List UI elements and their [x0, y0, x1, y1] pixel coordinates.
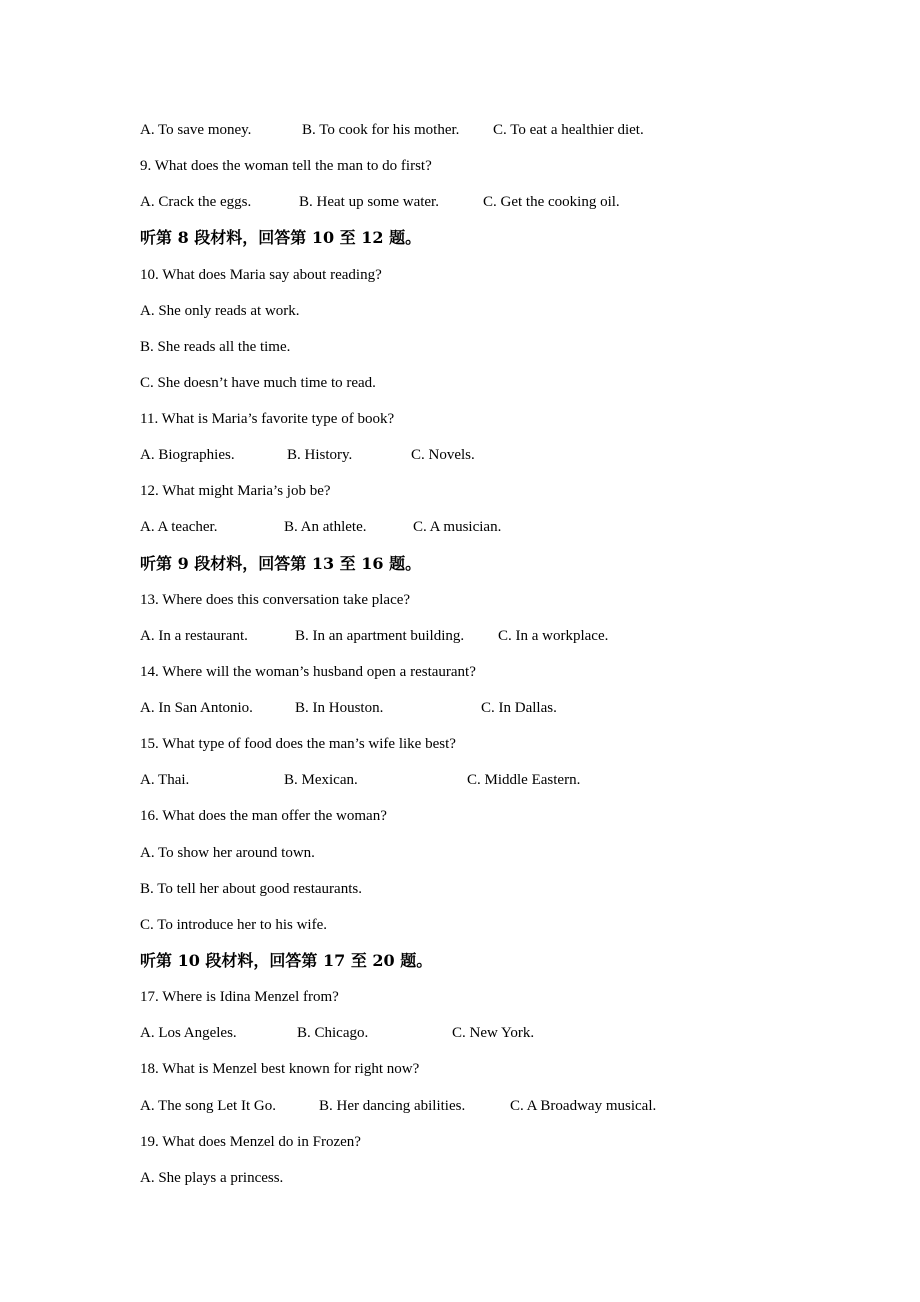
question-text: 14. Where will the woman’s husband open a restaurant? — [140, 663, 476, 680]
answer-option: B. To cook for his mother. — [302, 122, 460, 138]
answer-option: B. In an apartment building. — [295, 627, 465, 644]
section-heading: 听第 8 段材料，回答第 10 至 12 题。 — [140, 228, 422, 248]
answer-option: A. She only reads at work. — [140, 302, 300, 319]
answer-option: C. She doesn’t have much time to read. — [140, 374, 376, 391]
answer-option: A. To show her around town. — [140, 844, 315, 861]
question-text: 18. What is Menzel best known for right now? — [140, 1061, 420, 1078]
answer-option: C. Middle Eastern. — [467, 772, 581, 789]
question-text: 17. Where is Idina Menzel from? — [140, 989, 339, 1006]
answer-option: B. To tell her about good restaurants. — [140, 880, 362, 897]
answer-option: A. Thai. — [140, 772, 190, 789]
answer-option: A. Crack the eggs. — [140, 194, 252, 211]
answer-option: C. In Dallas. — [481, 700, 557, 717]
answer-option: B. Chicago. — [297, 1025, 369, 1042]
question-text: 10. What does Maria say about reading? — [140, 266, 382, 283]
question-text: 12. What might Maria’s job be? — [140, 483, 331, 500]
answer-option: B. She reads all the time. — [140, 338, 291, 355]
answer-option: C. A Broadway musical. — [510, 1097, 657, 1114]
answer-option: B. Mexican. — [284, 772, 358, 789]
answer-option: C. To eat a healthier diet. — [493, 122, 644, 138]
section-heading: 听第 10 段材料，回答第 17 至 20 题。 — [140, 950, 433, 970]
answer-option: C. To introduce her to his wife. — [140, 916, 327, 933]
question-text: 19. What does Menzel do in Frozen? — [140, 1133, 361, 1150]
answer-option: B. Heat up some water. — [299, 194, 439, 211]
answer-option: A. She plays a princess. — [140, 1169, 284, 1186]
answer-option: A. A teacher. — [140, 519, 218, 536]
question-text: 13. Where does this conversation take place? — [140, 591, 411, 608]
question-text: 15. What type of food does the man’s wife like best? — [140, 736, 456, 753]
question-text: 11. What is Maria’s favorite type of book? — [140, 411, 395, 428]
answer-option: C. A musician. — [413, 519, 502, 536]
question-text: 16. What does the man offer the woman? — [140, 808, 387, 825]
section-heading: 听第 9 段材料，回答第 13 至 16 题。 — [140, 553, 422, 573]
answer-option: C. Get the cooking oil. — [483, 194, 620, 211]
answer-option: A. In a restaurant. — [140, 627, 248, 644]
answer-option: B. An athlete. — [284, 519, 367, 536]
answer-option: C. In a workplace. — [498, 627, 609, 644]
answer-option: A. In San Antonio. — [140, 700, 253, 717]
answer-option: C. Novels. — [411, 447, 475, 464]
answer-option: A. Los Angeles. — [140, 1025, 237, 1042]
answer-option: A. The song Let It Go. — [140, 1097, 276, 1114]
answer-option: B. In Houston. — [295, 700, 384, 717]
answer-option: B. History. — [287, 447, 353, 464]
question-text: 9. What does the woman tell the man to do first? — [140, 158, 432, 175]
answer-option: A. Biographies. — [140, 447, 235, 464]
answer-option: A. To save money. — [140, 122, 252, 138]
answer-option: C. New York. — [452, 1025, 535, 1042]
answer-option: B. Her dancing abilities. — [319, 1097, 466, 1114]
